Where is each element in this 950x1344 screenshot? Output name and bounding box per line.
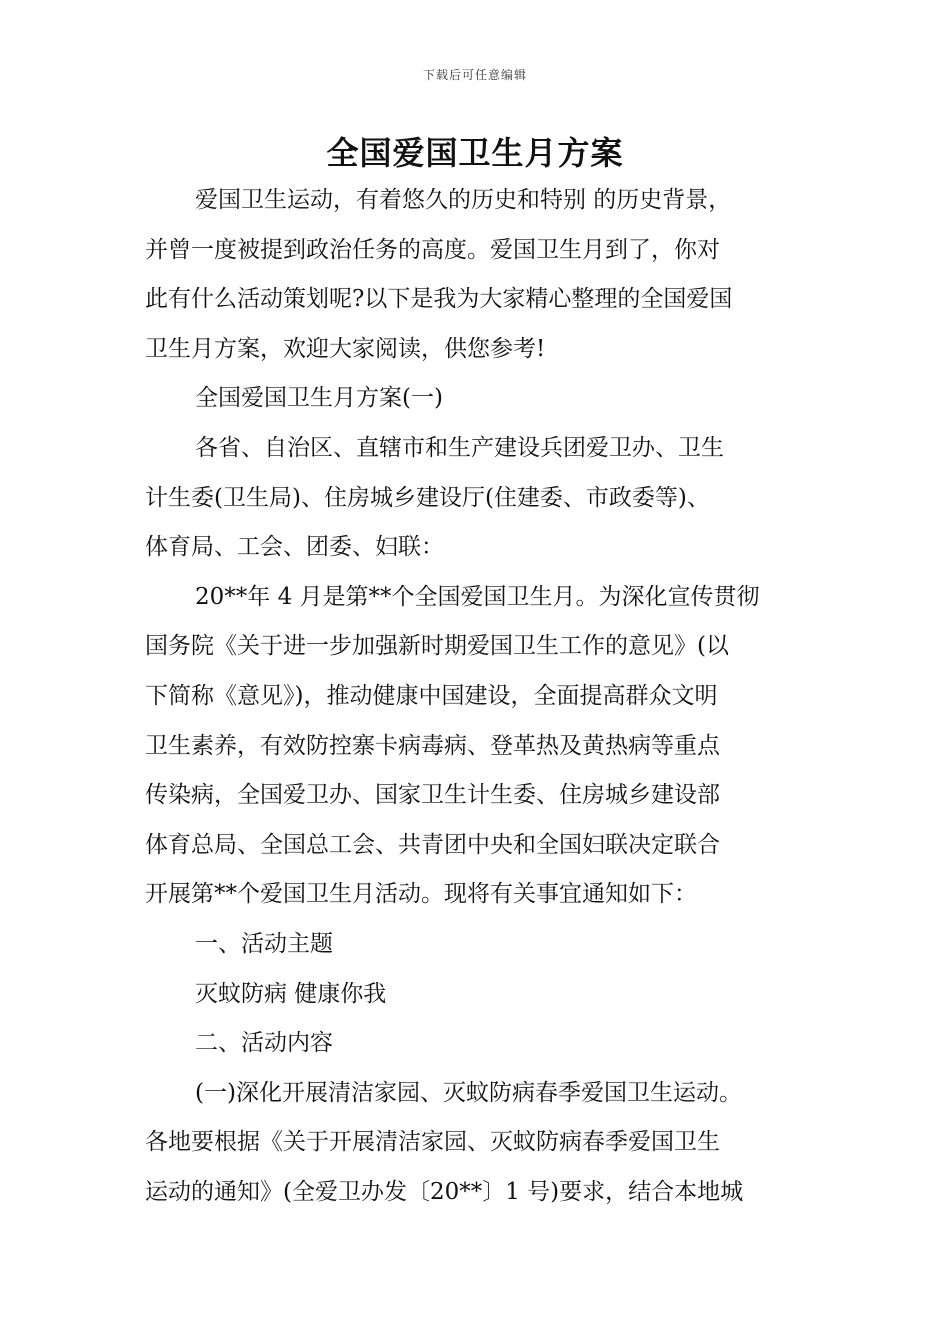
text-line: 各省、自治区、直辖市和生产建设兵团爱卫办、卫生 bbox=[195, 434, 724, 461]
text-line: 卫生月方案，欢迎大家阅读，供您参考! bbox=[145, 335, 546, 362]
text-line: 此有什么活动策划呢?以下是我为大家精心整理的全国爱国 bbox=[145, 286, 733, 313]
text-line: 20**年 4 月是第**个全国爱国卫生月。为深化宣传贯彻 bbox=[195, 583, 760, 610]
text-line: 计生委(卫生局)、住房城乡建设厅(住建委、市政委等)、 bbox=[145, 484, 710, 511]
text-line: 运动的通知》(全爱卫办发〔20**〕1 号)要求，结合本地城 bbox=[145, 1178, 744, 1205]
text-line: (一)深化开展清洁家园、灭蚊防病春季爱国卫生运动。 bbox=[195, 1079, 742, 1106]
text-line: 卫生素养，有效防控寨卡病毒病、登革热及黄热病等重点 bbox=[145, 732, 720, 759]
text-line: 传染病，全国爱卫办、国家卫生计生委、住房城乡建设部 bbox=[145, 782, 720, 809]
text-line: 各地要根据《关于开展清洁家园、灭蚊防病春季爱国卫生 bbox=[145, 1129, 720, 1156]
text-line: 体育总局、全国总工会、共青团中央和全国妇联决定联合 bbox=[145, 831, 720, 858]
text-line: 并曾一度被提到政治任务的高度。爱国卫生月到了，你对 bbox=[145, 236, 720, 263]
document-body bbox=[145, 176, 810, 1217]
text-line: 体育局、工会、团委、妇联： bbox=[145, 534, 444, 561]
document-title: 全国爱国卫生月方案 bbox=[326, 134, 624, 172]
text-line: 国务院《关于进一步加强新时期爱国卫生工作的意见》(以 bbox=[145, 633, 729, 660]
text-line: 爱国卫生运动，有着悠久的历史和特别 的历史背景， bbox=[195, 187, 732, 213]
text-line: 开展第**个爱国卫生月活动。现将有关事宜通知如下： bbox=[145, 881, 697, 908]
text-line: 全国爱国卫生月方案(一) bbox=[195, 385, 443, 412]
text-line: 下简称《意见》)，推动健康中国建设，全面提高群众文明 bbox=[145, 682, 718, 709]
text-line: 一、活动主题 bbox=[195, 930, 333, 957]
text-line: 二、活动内容 bbox=[195, 1030, 333, 1057]
text-line: 灭蚊防病 健康你我 bbox=[195, 980, 387, 1007]
header-note: 下载后可任意编辑 bbox=[422, 68, 527, 82]
